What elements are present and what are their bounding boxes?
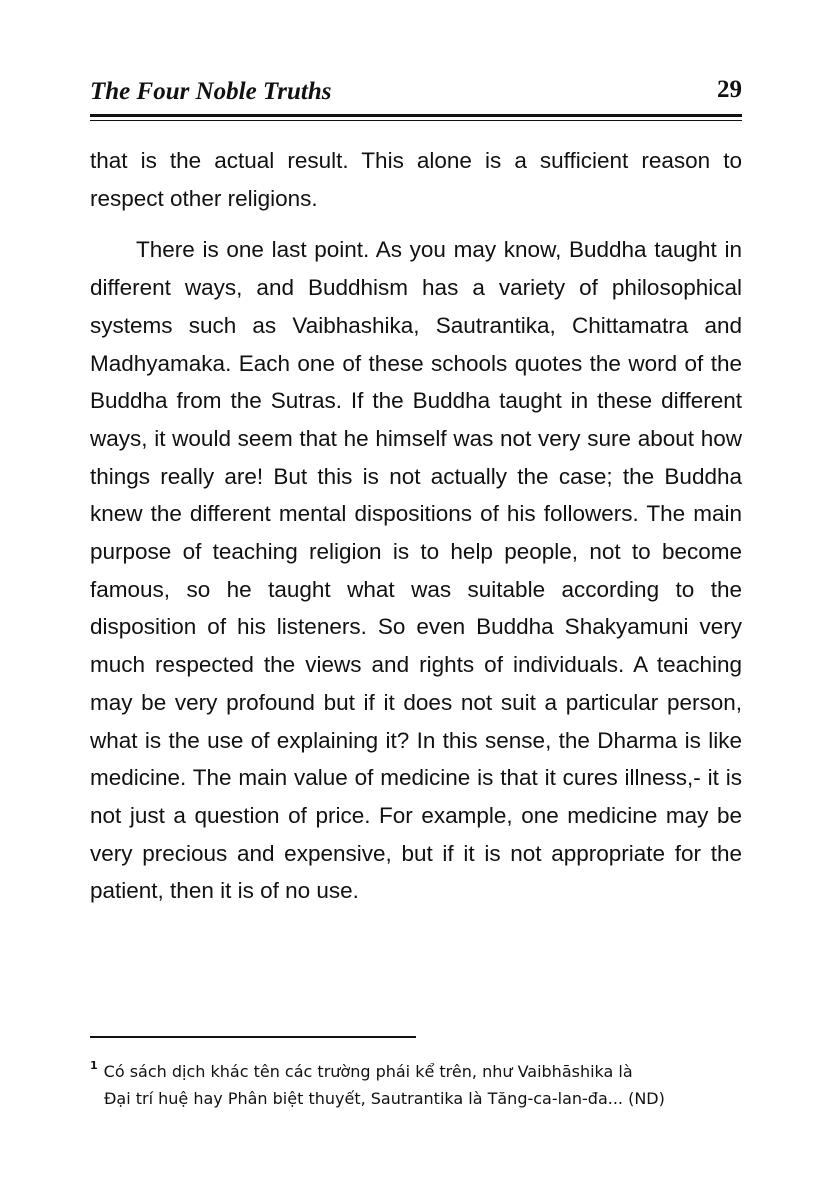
footnote-line-1 xyxy=(90,1058,742,1085)
paragraph: There is one last point. As you may know, Buddha taught in different ways, and Buddhism has a variety of philosophical systems such as Vaibhashika, Sautrantika, Chittamatra and Madhyamaka. Each one of these schools quotes the word of the Buddha from the Sutras. If the Buddha taught in these different ways, it would seem that he himself was not very sure about how things really are! But this is not actually the case; the Buddha knew the different mental dispositions of his followers. The main purpose of teaching religion is to help people, not to become famous, so he taught what was suitable according to the disposition of his listeners. So even Buddha Shakyamuni very much respected the views and rights of individuals. A teaching may be very profound but if it does not suit a particular person, what is the use of explaining it? In this sense, the Dharma is like medicine. The main value of medicine is that it cures illness,- it is not just a question of price. For example, one medicine may be very precious and expensive, but if it is not appropriate for the patient, then it is of no use. xyxy=(90,237,742,904)
footnote-line-2: Đại trí huệ hay Phân biệt thuyết, Sautrantika là Tăng-ca-lan-đa... (ND) xyxy=(104,1089,665,1108)
footnote-text-1: Có sách dịch khác tên các trường phái kể trên, như Vaibhāshika là xyxy=(103,1062,633,1081)
running-header xyxy=(90,76,742,112)
header-rule-thin xyxy=(90,120,742,121)
page-number: 29 xyxy=(717,76,742,103)
footnote-marker: 1 xyxy=(90,1059,98,1072)
footnote-rule xyxy=(90,1036,416,1038)
header-rule-thick xyxy=(90,114,742,117)
book-title: The Four Noble Truths xyxy=(90,78,332,105)
main-text xyxy=(90,142,742,910)
paragraph-continued: that is the actual result. This alone is a sufficient reason to respect other religions. xyxy=(90,148,742,211)
footnote xyxy=(90,1058,742,1112)
